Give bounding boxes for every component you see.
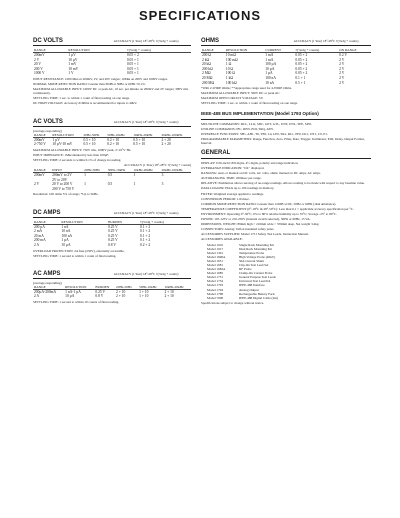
ac-volts-rms-col-header: RANGE xyxy=(33,168,51,173)
ohms-cell: 200 Ω xyxy=(202,53,211,57)
dc-volts-cell: 2 V xyxy=(34,57,40,62)
ohms-cell: 20 kΩ xyxy=(202,62,211,67)
accessory-model: Model 1651 xyxy=(207,258,224,263)
general-note: DISPLAY: 0.56-inch LED digits, 4½ digits, polarity and range indication. xyxy=(201,161,299,165)
ac-amps-cell: 200µA-200mA xyxy=(34,289,57,294)
ohms-cell: 1 µA xyxy=(265,71,273,76)
accessory-item xyxy=(201,296,371,300)
dc-amps-cell: 2 A xyxy=(34,242,40,247)
ohms-cell: 0.05 + 2 xyxy=(295,57,308,62)
ohms-cell: 0.2 V xyxy=(339,53,348,57)
accessory-model: Model 1682A xyxy=(207,267,226,272)
ac-volts-row xyxy=(33,142,191,147)
dc-amps-section xyxy=(33,202,191,258)
dc-amps-col-header: ±(%rdg + counts) xyxy=(139,220,191,225)
ohms-col-header: ON RANGE xyxy=(338,48,371,53)
ac-volts-rms-cell xyxy=(133,187,161,192)
ac-volts-rms-cell: 2 V xyxy=(34,182,40,187)
ohms-cell: 10 mΩ xyxy=(225,53,236,57)
ac-volts-cell: 0.5 + 10 xyxy=(83,142,96,147)
ohms-cell: 2 MΩ xyxy=(202,71,211,76)
dc-volts-note: DC HIGH VOLTAGE: Accessory #1600A is recommended for inputs to 40kV. xyxy=(33,101,137,106)
ohms-cell: 2 V xyxy=(339,75,345,80)
ac-volts-rms-cell: 1 xyxy=(133,182,136,187)
dc-volts-cell: 0.05 + 2 xyxy=(126,53,139,57)
accessory-description: Clip-On Test Lead Set xyxy=(239,262,269,267)
accessory-description: Dual Rack Mounting Kit xyxy=(239,246,272,251)
ac-volts-col-header: 20kHz-100kHz xyxy=(160,133,191,138)
ac-amps-cell: 2 A xyxy=(34,294,40,299)
ohms-cell: 10 µA xyxy=(265,66,275,71)
ieee-notes xyxy=(201,122,371,145)
dc-amps-table xyxy=(33,220,191,248)
accessory-description: General Purpose Test Leads xyxy=(239,275,276,280)
ohms-cell: 200 kΩ xyxy=(202,66,213,71)
accessory-description: IEEE-488 Digital Cable (2m) xyxy=(239,295,278,300)
ac-amps-row xyxy=(33,294,191,299)
general-note: DIMENSIONS, WEIGHT: 89mm high × 216mm wide × 359mm deep. Net weight 3.4kg. xyxy=(201,222,320,227)
general-title: GENERAL xyxy=(201,150,371,159)
dc-volts-note: MAXIMUM ALLOWABLE INPUT: 1000V DC or peak AC, 10 sec. per minute on 200mV and 2V ranges; 300V rms continuously. xyxy=(33,87,189,96)
ac-volts-cell: 0.2 + 10 xyxy=(107,137,120,142)
ieee-note: UNILINE COMMANDS: IFC, REN, EOI, SRQ, ATN. xyxy=(201,126,274,131)
ohms-cell: 1 kΩ xyxy=(225,75,234,80)
ohms-cell: 2 kΩ xyxy=(202,57,210,62)
dc-volts-note: NORMAL MODE REJECTION RATIO: Greater than 60dB at 50Hz or 60Hz ±0.1%. xyxy=(33,82,146,87)
dc-volts-cell: 0.05 + 1 xyxy=(126,71,139,76)
accessory-model: Model 7008 xyxy=(207,295,224,300)
ohms-cell: 0.05 + 2 xyxy=(295,66,308,71)
accessory-model: Model 1798 xyxy=(207,291,224,296)
ac-amps-title: AC AMPS xyxy=(33,270,61,277)
ac-amps-section xyxy=(33,263,191,304)
ac-volts-notes xyxy=(33,148,191,162)
ac-volts-rms-cell xyxy=(161,187,191,192)
dc-amps-cell: 0.25 V xyxy=(108,238,118,243)
ieee-section xyxy=(201,111,371,145)
ohms-note: MAXIMUM OPEN CIRCUIT VOLTAGE: 5V. xyxy=(201,96,264,101)
ohms-cell: 0.1 + 1 xyxy=(295,75,306,80)
dc-amps-col-header: BURDEN xyxy=(107,220,139,225)
general-notes xyxy=(201,161,371,236)
right-column xyxy=(201,30,371,310)
dc-volts-col-header: ±(%rdg + counts) xyxy=(126,48,191,53)
ohms-cell: 10 Ω xyxy=(225,66,234,71)
ohms-cell: 10 nA xyxy=(265,80,275,85)
ohms-note: SETTLING TIME: 1 sec. to within 1 count of final reading on one range. xyxy=(201,101,298,106)
ohms-cell: 0.05 + 2 xyxy=(295,62,308,67)
ohms-col-header: RESOLUTION xyxy=(225,48,264,53)
dc-volts-cell: 0.05 + 1 xyxy=(126,57,139,62)
ac-volts-rms-cell: 0.5 xyxy=(107,182,113,187)
ac-volts-rms-cell: 20 V to 200 V xyxy=(52,182,73,187)
ac-amps-cell: 2 + 10 xyxy=(164,294,174,299)
ac-amps-accuracy-header: ACCURACY (1 Year) 18°-28°C ±(%rdg + counts) xyxy=(113,272,179,277)
ohms-accuracy-header: ACCURACY (1 Year) 18°-28°C ±(%rdg + counts) xyxy=(293,39,359,44)
general-note: FILTER: Weighted average applied to readings. xyxy=(201,191,264,196)
dc-amps-cell: 0.2 + 2 xyxy=(140,242,151,247)
accessory-model: Model 1793 xyxy=(207,283,224,288)
ac-amps-col-header: 20Hz-50Hz xyxy=(115,285,138,290)
accessory-description: Analog Output xyxy=(239,287,259,292)
ac-volts-cell: 0.5 + 10 xyxy=(83,137,96,142)
ac-volts-header xyxy=(33,111,191,127)
ac-volts-cell: 2 + 20 xyxy=(161,137,171,142)
ac-volts-rms-col-header: 20Hz-50Hz xyxy=(83,168,107,173)
ieee-note: PROGRAMMABLE PARAMETERS: Range, Function, Zero, Filter, Rate, Trigger, Terminator, EOI, Delay, Output Format, Interval. xyxy=(201,136,365,145)
ac-volts-cell: 0.5 + 10 xyxy=(133,142,146,147)
general-note: COMMON MODE REJECTION RATIO: Greater than 120dB at DC, 50Hz or 60Hz (1kΩ unbalance). xyxy=(201,201,337,206)
ac-amps-table xyxy=(33,285,191,299)
dc-amps-cell: 0.1 + 2 xyxy=(140,224,151,229)
ac-amps-col-header: RESOLUTION xyxy=(64,285,94,290)
ohms-col-header: RANGE xyxy=(201,48,225,53)
ac-volts-rms-cell: 3 xyxy=(161,173,164,178)
ohms-cell: 0.5 + 1 xyxy=(295,80,306,85)
ohms-cell: 100 nA xyxy=(265,75,276,80)
ac-volts-rms-cell: 0.5 xyxy=(107,173,113,178)
ac-volts-rms-col-header: 10kHz-20kHz xyxy=(133,168,161,173)
accessory-model: Model 1010 xyxy=(207,242,224,247)
ac-volts-col-header: 10kHz-20kHz xyxy=(132,133,160,138)
dc-amps-note: SETTLING TIME: 1 second to within 1 count of final reading. xyxy=(33,253,117,258)
dc-volts-cell: 20 V xyxy=(34,62,42,67)
dc-volts-cell: 1 V xyxy=(68,71,74,76)
ohms-row xyxy=(201,81,371,86)
ac-amps-col-header: 50Hz-10kHz xyxy=(138,285,163,290)
ac-volts-cell: 2-750 V xyxy=(34,142,46,147)
dc-amps-col-header: RESOLUTION xyxy=(60,220,107,225)
dc-amps-cell: 0.1 + 2 xyxy=(140,229,151,234)
ac-volts-rms-cell: 200 V to 750 V xyxy=(52,186,75,191)
dc-volts-cell: 1000 V xyxy=(34,71,45,76)
dc-amps-cell: 0.8 V xyxy=(108,242,116,247)
dc-amps-cell: 0.25 V xyxy=(108,224,118,229)
ohms-cell: 100 µA xyxy=(265,62,277,67)
general-note: CONVERSION PERIOD: 110 msec. xyxy=(201,196,250,201)
dc-volts-cell: 1 µV xyxy=(68,53,76,57)
ac-volts-rms-cell xyxy=(107,187,133,192)
general-note: DATA LOGGER: Holds up to 100 readings in memory. xyxy=(201,186,275,191)
dc-amps-cell: 0.25 V xyxy=(108,229,118,234)
general-note: AUTORANGING TIME: 450msec per range. xyxy=(201,176,262,181)
ohms-cell: 1 Ω xyxy=(225,62,232,67)
ac-volts-rms-cell xyxy=(33,187,51,192)
dc-volts-cell: 10 mV xyxy=(68,66,79,71)
ac-volts-rms-cell: 2V to 20V xyxy=(52,177,68,182)
accessory-model: Model 1600A xyxy=(207,254,226,259)
ohms-cell: 1 mA xyxy=(265,53,274,57)
ac-volts-accuracy-header: ACCURACY (1 Year) 18°-28°C ±(%rdg + counts) xyxy=(113,119,179,124)
ohms-cell: 20 MΩ xyxy=(202,75,213,80)
ac-volts-rms-cell: 1 xyxy=(133,173,136,178)
ac-volts-rms-cell: 1 xyxy=(84,182,86,187)
ieee-note: INTERFACE FUNCTIONS: SH1, AH1, T6, TE0, L4, LE0, SR1, RL1, PP0, DC1, DT1, C0, E1. xyxy=(201,131,328,136)
ac-amps-cell: 0.8 V xyxy=(95,294,104,299)
dc-volts-cell: 0.05 + 1 xyxy=(126,62,139,67)
dc-volts-table xyxy=(33,48,191,76)
ac-volts-col-header: 20Hz-50Hz xyxy=(82,133,106,138)
ohms-cell: 0.05 + 2 xyxy=(295,71,308,76)
accessory-description: 50A Current Shunt xyxy=(239,258,264,263)
accessory-description: RF Probe xyxy=(239,267,252,272)
dc-amps-header xyxy=(33,202,191,218)
ac-volts-subtitle: (average responding) xyxy=(33,128,62,133)
ohms-note: MAXIMUM ALLOWABLE INPUT: 300V DC or peak AC. xyxy=(201,91,281,96)
general-note: RANGING: Auto or manual on DC volts, AC volts, ohms; manual on DC amps, AC amps. xyxy=(201,171,321,176)
dc-volts-title: DC VOLTS xyxy=(33,38,63,44)
ac-amps-cell: 1 + 10 xyxy=(139,294,149,299)
ac-volts-title: AC VOLTS xyxy=(33,118,63,125)
dc-amps-col-header: RANGE xyxy=(33,220,60,225)
ohms-section xyxy=(201,30,371,106)
accessory-model: Model 1301 xyxy=(207,250,224,255)
ohms-note: *With 2-WIRE Ohms; **Appropriate range used for 4-WIRE Ohms. xyxy=(201,86,292,91)
ac-volts-rms-cell: 200mV xyxy=(34,173,45,178)
dc-volts-cell: 0.05 + 1 xyxy=(126,66,139,71)
ac-amps-col-header: BURDEN xyxy=(94,285,115,290)
ohms-cell: 2 V xyxy=(339,62,345,67)
ohms-cell: 200 MΩ xyxy=(202,80,215,85)
accessory-description: Single Rack Mounting Kit xyxy=(239,242,274,247)
ac-volts-note: INPUT IMPEDANCE: 1MΩ shunted by less than 100pF. xyxy=(33,152,109,157)
dc-volts-cell: 200 V xyxy=(34,66,43,71)
ohms-cell: 2 V xyxy=(339,57,345,62)
dc-volts-note: INPUT RESISTANCE: 1000 MΩ on 200mV, 2V, and 20V ranges; 10MΩ on 200V and 1000V ranges. xyxy=(33,76,168,81)
ohms-cell: 100 mΩ xyxy=(225,57,238,62)
ohms-col-header: ±(%rdg + counts) xyxy=(294,48,338,53)
ac-volts-rms-cell: 1 xyxy=(84,173,86,178)
ohms-cell: 2 V xyxy=(339,80,345,85)
ac-amps-col-header: 10kHz-20kHz xyxy=(163,285,191,290)
ac-volts-cell: 0.5 + 10 xyxy=(133,137,146,142)
ac-amps-notes xyxy=(33,300,191,304)
accessory-model: Model 1794 xyxy=(207,287,224,292)
general-note: CONNECTORS: Analog: Teflon insulated safety jacks. xyxy=(201,227,275,232)
dc-volts-header xyxy=(33,30,191,46)
general-note: RELATIVE: Pushbutton allows zeroing of on-range readings. Allows reading to be made with respect to any baseline value. xyxy=(201,181,365,186)
ac-volts-cell: 200mV xyxy=(34,137,45,142)
accessory-description: Rechargeable Battery Pack xyxy=(239,291,275,296)
ac-volts-note: SETTLING TIME: 2 seconds to within 0.1% of change in reading. xyxy=(33,157,122,162)
dc-amps-cell: 0.1 + 2 xyxy=(140,238,151,243)
ac-amps-cell: 2 + 10 xyxy=(116,294,126,299)
dc-amps-cell: 2 mA xyxy=(34,229,43,234)
general-note: TEMPERATURE COEFFICIENT (0°-18°C & 28°-50°C): Less than 0.1 × applicable accuracy specification per °C. xyxy=(201,206,354,211)
accessory-model: Model 1017 xyxy=(207,246,224,251)
ac-amps-cell: 10 µA xyxy=(65,294,75,299)
dc-amps-title: DC AMPS xyxy=(33,209,61,216)
dc-volts-note: SETTLING TIME: 1 sec. to within 1 count of final reading on one range. xyxy=(33,96,130,101)
accessories-title: ACCESSORIES AVAILABLE: xyxy=(201,237,243,242)
accessory-description: IEEE-488 Interface xyxy=(239,283,265,288)
ac-amps-cell: 1 + 10 xyxy=(139,289,149,294)
ohms-cell: 1 mA xyxy=(265,57,274,62)
ac-volts-rms-cell: 200mV to 2V xyxy=(52,173,72,178)
accessory-description: High Voltage Probe (40kV) xyxy=(239,254,276,259)
ac-volts-rms-row xyxy=(33,187,191,192)
ohms-cell: 100 kΩ xyxy=(225,80,237,85)
ac-volts-cell: 1 µV xyxy=(52,137,60,142)
accessory-description: Temperature Probe xyxy=(239,250,265,255)
accessory-description: Clamp-On Current Probe xyxy=(239,271,273,276)
ac-volts-table xyxy=(33,133,191,147)
ac-volts-cell: 2 + 20 xyxy=(161,142,171,147)
dc-volts-row xyxy=(33,71,191,76)
ohms-header xyxy=(201,30,371,46)
ac-volts-cell: 10 µV-10 mV xyxy=(52,142,73,147)
dc-amps-cell: 200 mA xyxy=(34,238,46,243)
ac-amps-cell: 0.25 V xyxy=(95,289,106,294)
ohms-cell: 2 V xyxy=(339,66,345,71)
ac-amps-col-header: RANGE xyxy=(33,285,64,290)
ac-volts-cell: 0.2 + 10 xyxy=(107,142,120,147)
dc-amps-row xyxy=(33,243,191,248)
ohms-col-header: CURRENT xyxy=(264,48,294,53)
general-note: ACCESSORIES SUPPLIED: Model 1751 Safety Test Leads, Instruction Manual. xyxy=(201,232,309,237)
ohms-cell: 100 Ω xyxy=(225,71,235,76)
accessory-model: Model 1685 xyxy=(207,271,224,276)
general-note: ENVIRONMENT: Operating 0°-50°C, 0% to 80% relative humidity up to 35°C; Storage -25° to 60°C. xyxy=(201,211,337,216)
ohms-cell: 2 V xyxy=(339,71,345,76)
dc-volts-section xyxy=(33,30,191,106)
dc-volts-cell: 200mV xyxy=(34,53,45,57)
ac-amps-cell: 1 nA-1 µA xyxy=(65,289,81,294)
ac-volts-rms-table xyxy=(33,168,191,191)
dc-volts-col-header: RESOLUTION xyxy=(67,48,125,53)
dc-amps-cell: 1 µA xyxy=(61,238,69,243)
dc-amps-cell: 10 nA xyxy=(61,229,71,234)
ac-amps-cell: 2 + 10 xyxy=(164,289,174,294)
ac-volts-col-header: RESOLUTION xyxy=(51,133,82,138)
ac-volts-rms-col-header: 50Hz-10kHz xyxy=(107,168,133,173)
ac-amps-header xyxy=(33,263,191,279)
dc-volts-notes xyxy=(33,77,191,106)
dc-amps-cell: 10 µA xyxy=(61,242,71,247)
general-note: OVERRANGE INDICATION: "OL" displayed. xyxy=(201,166,265,171)
dc-volts-cell: 10 µV xyxy=(68,57,78,62)
general-note: POWER: 105-125V or 210-250V (internal switch selected), 50Hz or 60Hz, 15 VA. xyxy=(201,217,311,222)
accessory-model: Model 1681 xyxy=(207,262,224,267)
ac-volts-foot: Resolution: 100 ohms 5% of range; *Up to 5kHz. xyxy=(33,192,99,197)
ieee-note: MULTILINE COMMANDS: DCL, LLO, SDC, GET, GTL, UNT, UNL, SPE, SPD. xyxy=(201,121,312,126)
ac-amps-subtitle: (average responding) xyxy=(33,280,62,285)
dc-amps-cell: 0.25 V xyxy=(108,233,118,238)
ac-volts-rms-cell xyxy=(83,187,107,192)
ohms-table xyxy=(201,48,371,85)
dc-amps-cell: 1 nA xyxy=(61,224,69,229)
dc-amps-cell: 100 nA xyxy=(61,233,73,238)
ieee-title: IEEE-488 BUS IMPLEMENTATION (Model 1793 Option) xyxy=(201,111,371,120)
accessory-model: Model 1751 xyxy=(207,275,224,280)
left-column xyxy=(33,30,191,309)
ohms-cell: 0.05 + 2 xyxy=(295,53,308,57)
ohms-title: OHMS xyxy=(201,38,219,44)
dc-amps-cell: 20 mA xyxy=(34,233,44,238)
ac-volts-col-header: RANGE xyxy=(33,133,51,138)
general-section xyxy=(201,150,371,305)
dc-amps-accuracy-header: ACCURACY (1 Year) 18°-28°C ±(%rdg + counts) xyxy=(113,210,179,215)
ac-volts-section xyxy=(33,111,191,197)
dc-volts-accuracy-header: ACCURACY (1 Year) 18°-28°C ±(%rdg + counts) xyxy=(113,39,179,44)
dc-volts-col-header: RANGE xyxy=(33,48,67,53)
accessory-description: Universal Test Lead Kit xyxy=(239,279,271,284)
dc-volts-cell: 1 mV xyxy=(68,62,77,67)
ac-amps-cell: 2 + 10 xyxy=(116,289,126,294)
dc-amps-notes xyxy=(33,249,191,258)
ac-volts-note: MAXIMUM ALLOWABLE INPUT: 750V rms, 1000V peak, 2×10⁷V·Hz. xyxy=(33,147,132,152)
ac-volts-col-header: 50Hz-10kHz xyxy=(106,133,132,138)
dc-amps-cell: 200 µA xyxy=(34,224,45,229)
ohms-notes xyxy=(201,86,371,105)
dc-amps-cell: 0.1 + 2 xyxy=(140,233,151,238)
ac-amps-note: SETTLING TIME: 1 second to within 10 counts of final reading. xyxy=(33,299,120,304)
ac-volts-rms-col-header: 20kHz-100kHz xyxy=(161,168,191,173)
accessories-list xyxy=(201,243,371,300)
ac-volts-acc-header: ACCURACY (1 Year) 18°-28°C ±(%rdg + counts) xyxy=(123,163,191,167)
page-title: SPECIFICATIONS xyxy=(138,8,262,23)
ac-volts-rms-cell: 3 xyxy=(161,182,164,187)
accessory-model: Model 1754 xyxy=(207,279,224,284)
spec-footer: Specifications subject to change without notice. xyxy=(201,300,264,305)
ac-volts-rms-col-header: INPUT xyxy=(51,168,83,173)
dc-amps-note: OVERLOAD PROTECTION: 2A fuse (250V), externally accessible. xyxy=(33,248,125,253)
